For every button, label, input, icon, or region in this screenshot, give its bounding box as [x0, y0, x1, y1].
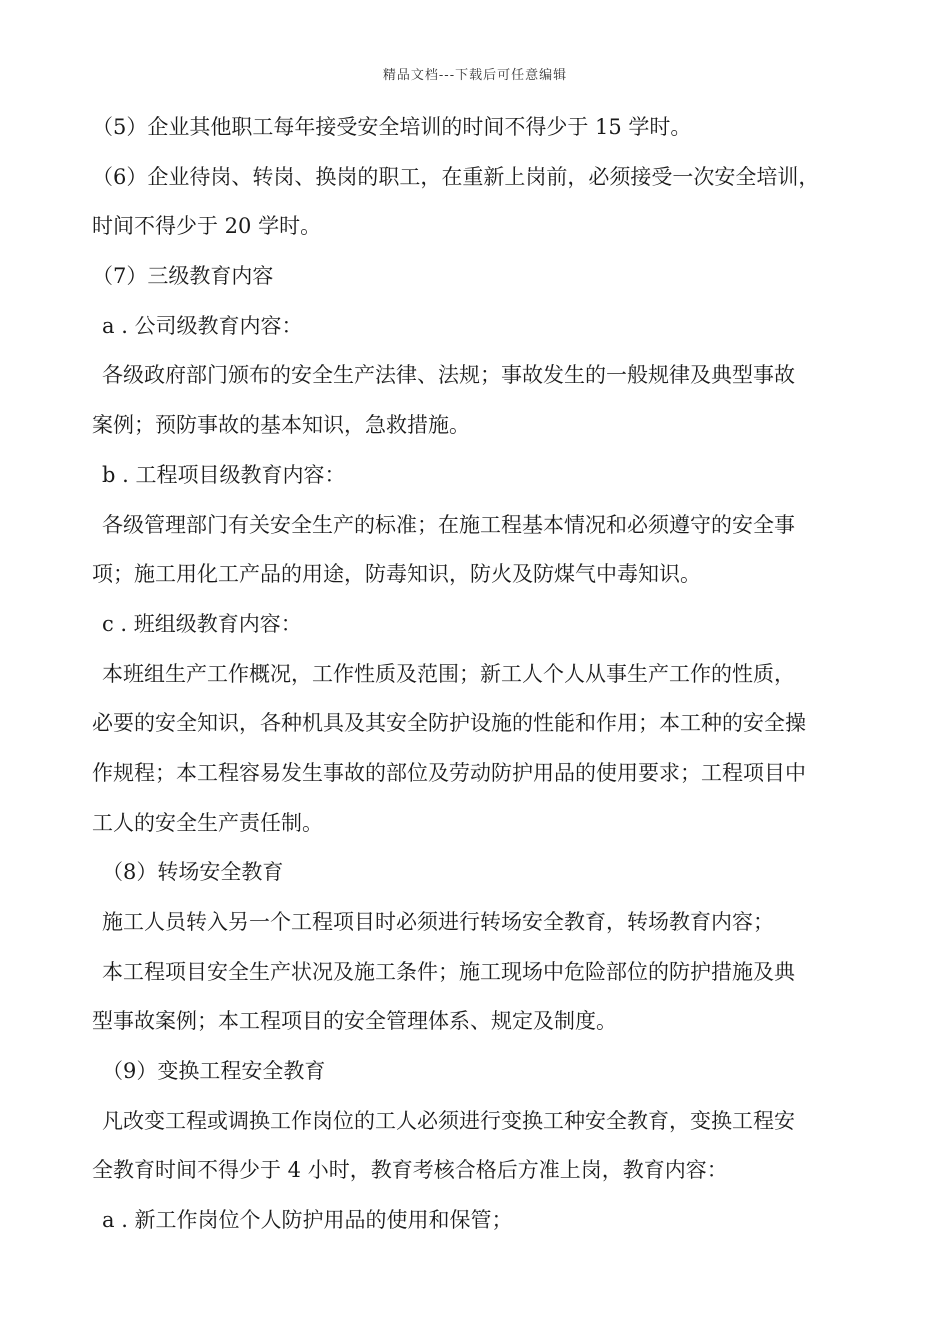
section-heading: （9）变换工程安全教育	[102, 1059, 326, 1084]
section-heading: （8）转场安全教育	[102, 860, 284, 885]
paragraph-line: 作规程；本工程容易发生事故的部位及劳动防护用品的使用要求；工程项目中	[92, 760, 806, 785]
paragraph-line: 必要的安全知识，各种机具及其安全防护设施的性能和作用；本工种的安全操	[92, 711, 806, 736]
paragraph-line: 凡改变工程或调换工作岗位的工人必须进行变换工种安全教育，变换工程安	[102, 1108, 795, 1133]
paragraph-line: 项；施工用化工产品的用途，防毒知识，防火及防煤气中毒知识。	[92, 562, 701, 587]
paragraph-line: 工人的安全生产责任制。	[92, 810, 323, 835]
subsection-heading: a . 公司级教育内容：	[102, 313, 303, 338]
subsection-heading: b . 工程项目级教育内容：	[102, 462, 346, 487]
paragraph-line: 本班组生产工作概况，工作性质及范围；新工人个人从事生产工作的性质，	[102, 661, 795, 686]
subsection-heading: c . 班组级教育内容：	[102, 611, 302, 636]
document-body	[92, 103, 862, 1246]
paragraph-line: 全教育时间不得少于 4 小时，教育考核合格后方准上岗，教育内容：	[92, 1158, 728, 1183]
paragraph-line: 施工人员转入另一个工程项目时必须进行转场安全教育，转场教育内容；	[102, 910, 774, 934]
page-header: 精品文档---下载后可任意编辑	[382, 68, 568, 83]
section-heading: （7）三级教育内容	[92, 264, 274, 289]
paragraph-line: 各级政府部门颁布的安全生产法律、法规；事故发生的一般规律及典型事故	[102, 363, 795, 388]
paragraph-line: （5）企业其他职工每年接受安全培训的时间不得少于 15 学时。	[92, 115, 692, 139]
paragraph-line: 型事故案例；本工程项目的安全管理体系、规定及制度。	[92, 1009, 617, 1034]
paragraph-line: （6）企业待岗、转岗、换岗的职工，在重新上岗前，必须接受一次安全培训，	[92, 164, 820, 189]
paragraph-line: 各级管理部门有关安全生产的标准；在施工程基本情况和必须遵守的安全事	[102, 512, 795, 537]
paragraph-line: 时间不得少于 20 学时。	[92, 214, 322, 239]
paragraph-line: 本工程项目安全生产状况及施工条件；施工现场中危险部位的防护措施及典	[102, 959, 795, 984]
paragraph-line: 案例；预防事故的基本知识，急救措施。	[92, 413, 470, 438]
subsection-heading: a . 新工作岗位个人防护用品的使用和保管；	[102, 1208, 513, 1233]
